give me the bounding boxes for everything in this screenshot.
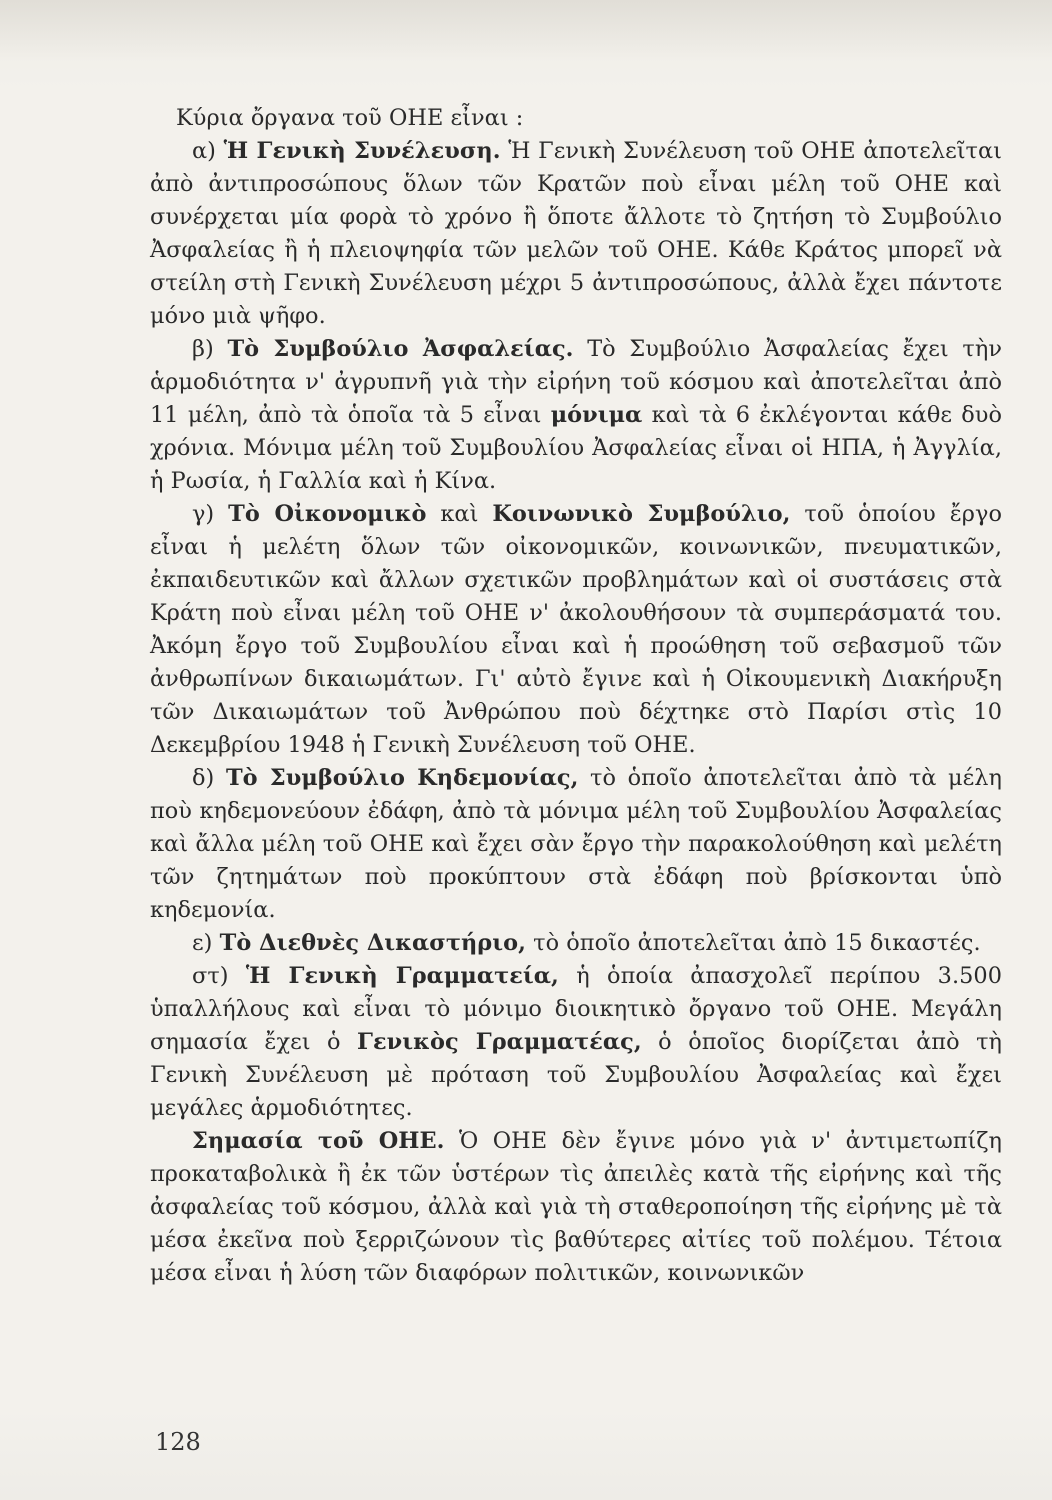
intro-line: Κύρια ὄργανα τοῦ ΟΗΕ εἶναι : (176, 105, 524, 131)
paragraph-general-assembly: α) Ἡ Γενικὴ Συνέλευση. Ἡ Γενικὴ Συνέλευση τοῦ ΟΗΕ ἀποτελεῖται ἀπὸ ἀντιπροσώπους ὅλων τῶν Κρατῶν ποὺ εἶναι μέλη τοῦ ΟΗΕ καὶ συνέρχεται μία φορὰ τὸ χρόνο ἢ ὅποτε ἄλλοτε τὸ ζητήση τὸ Συμβούλιο Ἀσφαλείας ἢ ἡ πλειοψηφία τῶν μελῶν τοῦ ΟΗΕ. Κάθε Κράτος μπορεῖ νὰ στείλη στὴ Γενικὴ Συνέλευση μέχρι 5 ἀντιπροσώπους, ἀλλὰ ἔχει πάντοτε μόνο μιὰ ψῆφο. (150, 138, 1002, 329)
paragraph-significance: Σημασία τοῦ ΟΗΕ. Ὁ ΟΗΕ δὲν ἔγινε μόνο γιὰ ν' ἀντιμετωπίζη προκαταβολικὰ ἢ ἐκ τῶν ὑστέρων τὶς ἀπειλὲς κατὰ τῆς εἰρήνης καὶ τῆς ἀσφαλείας τοῦ κόσμου, ἀλλὰ καὶ γιὰ τὴ σταθεροποίηση τῆς εἰρήνης μὲ τὰ μέσα ἐκεῖνα ποὺ ξερριζώνουν τὶς βαθύτερες αἰτίες τοῦ πολέμου. Τέτοια μέσα εἶναι ἡ λύση τῶν διαφόρων πολιτικῶν, κοινωνικῶν (150, 1128, 1003, 1286)
emphasis-secretary-general: Γενικὸς Γραμματέας, (357, 1029, 642, 1055)
heading-security-council: Τὸ Συμβούλιο Ἀσφαλείας. (227, 336, 574, 362)
paragraph-trusteeship-council: δ) Τὸ Συμβούλιο Κηδεμονίας, τὸ ὁποῖο ἀποτελεῖται ἀπὸ τὰ μέλη ποὺ κηδεμονεύουν ἐδάφη, ἀπὸ τὰ μόνιμα μέλη τοῦ Συμβουλίου Ἀσφαλείας καὶ ἄλλα μέλη τοῦ ΟΗΕ καὶ ἔχει σὰν ἔργο τὴν παρακολούθηση καὶ μελέτη τῶν ζητημάτων ποὺ προκύπτουν στὰ ἐδάφη ποὺ βρίσκονται ὑπὸ κηδεμονία. (150, 765, 1002, 923)
paragraph-economic-social-council: γ) Τὸ Οἰκονομικὸ καὶ Κοινωνικὸ Συμβούλιο, τοῦ ὁποίου ἔργο εἶναι ἡ μελέτη ὅλων τῶν οἰκονομικῶν, κοινωνικῶν, πνευματικῶν, ἐκπαιδευτικῶν καὶ ἄλλων σχετικῶν προβλημάτων καὶ οἱ συστάσεις στὰ Κράτη ποὺ εἶναι μέλη τοῦ ΟΗΕ ν' ἀκολουθήσουν τὰ συμπεράσματά του. Ἀκόμη ἔργο τοῦ Συμβουλίου εἶναι καὶ ἡ προώθηση τοῦ σεβασμοῦ τῶν ἀνθρωπίνων δικαιωμάτων. Γι' αὐτὸ ἔγινε καὶ ἡ Οἰκουμενικὴ Διακήρυξη τῶν Δικαιωμάτων τοῦ Ἀνθρώπου ποὺ δέχτηκε στὸ Παρίσι στὶς 10 Δεκεμβρίου 1948 ἡ Γενικὴ Συνέλευση τοῦ ΟΗΕ. (150, 501, 1002, 758)
page-top-shadow (0, 0, 1052, 60)
heading-secretariat: Ἡ Γενικὴ Γραμματεία, (245, 963, 559, 989)
heading-international-court: Τὸ Διεθνὲς Δικαστήριο, (219, 930, 526, 956)
heading-significance: Σημασία τοῦ ΟΗΕ. (192, 1128, 445, 1154)
emphasis-permanent: μόνιμα (550, 402, 643, 428)
heading-economic: Τὸ Οἰκονομικὸ (228, 501, 427, 527)
body-text (150, 102, 1002, 1290)
paragraph-security-council: β) Τὸ Συμβούλιο Ἀσφαλείας. Τὸ Συμβούλιο Ἀσφαλείας ἔχει τὴν ἁρμοδιότητα ν' ἀγρυπνῆ γιὰ τὴν εἰρήνη τοῦ κόσμου καὶ ἀποτελεῖται ἀπὸ 11 μέλη, ἀπὸ τὰ ὁποῖα τὰ 5 εἶναι μόνιμα καὶ τὰ 6 ἐκλέγονται κάθε δυὸ χρόνια. Μόνιμα μέλη τοῦ Συμβουλίου Ἀσφαλείας εἶναι οἱ ΗΠΑ, ἡ Ἀγγλία, ἡ Ρωσία, ἡ Γαλλία καὶ ἡ Κίνα. (150, 336, 1002, 494)
heading-social-council: Κοινωνικὸ Συμβούλιο, (492, 501, 791, 527)
paragraph-international-court: ε) Τὸ Διεθνὲς Δικαστήριο, τὸ ὁποῖο ἀποτελεῖται ἀπὸ 15 δικαστές. (192, 930, 981, 956)
heading-trusteeship-council: Τὸ Συμβούλιο Κηδεμονίας, (225, 765, 579, 791)
paragraph-secretariat: στ) Ἡ Γενικὴ Γραμματεία, ἡ ὁποία ἀπασχολεῖ περίπου 3.500 ὑπαλλήλους καὶ εἶναι τὸ μόνιμο διοικητικὸ ὄργανο τοῦ ΟΗΕ. Μεγάλη σημασία ἔχει ὁ Γενικὸς Γραμματέας, ὁ ὁποῖος διορίζεται ἀπὸ τὴ Γενικὴ Συνέλευση μὲ πρόταση τοῦ Συμβουλίου Ἀσφαλείας καὶ ἔχει μεγάλες ἁρμοδιότητες. (150, 963, 1003, 1121)
page-number: 128 (155, 1428, 201, 1456)
heading-general-assembly: Ἡ Γενικὴ Συνέλευση. (223, 138, 501, 164)
